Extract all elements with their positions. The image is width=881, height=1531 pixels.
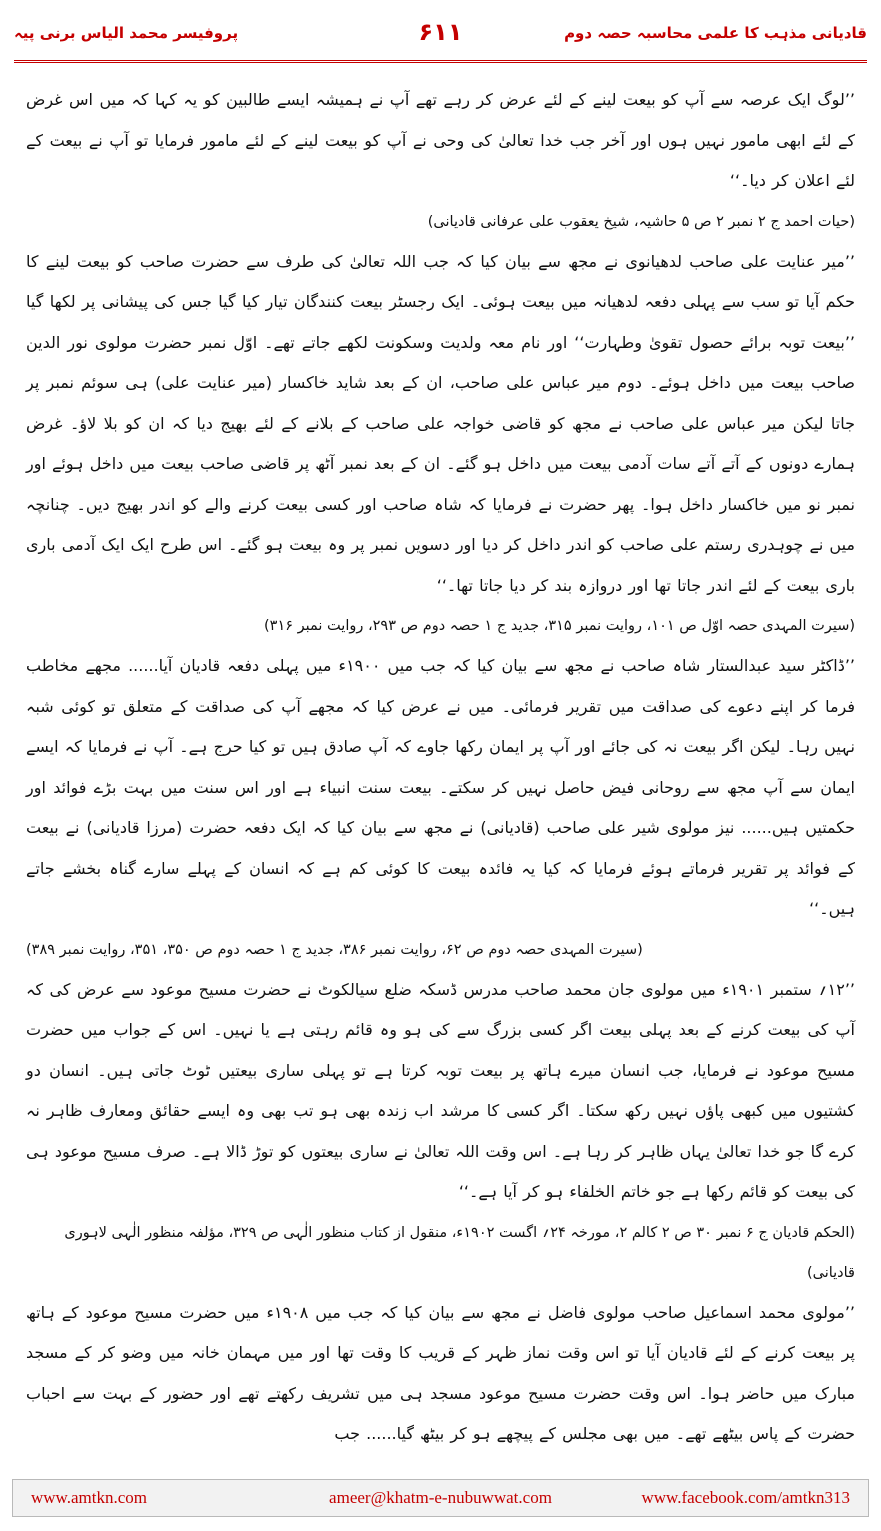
quote-paragraph-4: ’’۱۲؍ ستمبر ۱۹۰۱ء میں مولوی جان محمد صاحب مدرس ڈسکہ ضلع سیالکوٹ نے حضرت مسیح موعود سے عرض کی کہ آپ کی بیعت کرنے کے بعد پہلی بیعت اگر کسی بزرگ سے کی ہو وہ قائم رہتی ہے یا نہیں۔ اس کے جواب میں حضرت مسیح موعود نے فرمایا، جب انسان میرے ہاتھ پر بیعت توبہ کرتا ہے تو پہلی ساری بیعتیں ٹوٹ جاتی ہیں۔ انسان دو کشتیوں میں کبھی پاؤں نہیں رکھ سکتا۔ اگر کسی کا مرشد اب زندہ بھی ہو تب بھی وہ ایسے حقائق ومعارف ظاہر نہ کرے گا جو خدا تعالیٰ یہاں ظاہر کر رہا ہے۔ اس وقت اللہ تعالیٰ نے ساری بیعتوں کو توڑ ڈالا ہے۔ صرف مسیح موعود ہی کی بیعت کو قائم رکھا ہے جو خاتم الخلفاء ہو کر آیا ہے۔‘‘ — [26, 979, 856, 1201]
header-divider — [14, 60, 867, 63]
quote-paragraph-5: ’’مولوی محمد اسماعیل صاحب مولوی فاضل نے مجھ سے بیان کیا کہ جب میں ۱۹۰۸ء میں حضرت مسیح موعود کے ہاتھ پر بیعت کرنے کے لئے قادیان آیا تو اس وقت نماز ظہر کے قریب کا وقت تھا اور میں مہمان خانہ میں وضو کر کے مسجد مبارک میں حاضر ہوا۔ اس وقت حضرت مسیح موعود مسجد ہی میں تشریف رکھتے تھے اور حضور کے بہت سے احباب حضرت کے پاس بیٹھے تھے۔ میں بھی مجلس کے پیچھے ہو کر بیٹھ گیا...... جب — [26, 1302, 855, 1443]
book-title: قادیانی مذہب کا علمی محاسبہ حصہ دوم — [564, 24, 867, 42]
citation-3: (سیرت المہدی حصہ دوم ص ۶۲، روایت نمبر ۳۸۶، جدید ج ۱ حصہ دوم ص ۳۵۰، ۳۵۱، روایت نمبر ۳۸۹) — [26, 941, 643, 958]
citation-1: (حیات احمد ج ۲ نمبر ۲ ص ۵ حاشیہ، شیخ یعقوب علی عرفانی قادیانی) — [427, 213, 855, 230]
page-header — [14, 14, 867, 58]
citation-2: (سیرت المہدی حصہ اوّل ص ۱۰۱، روایت نمبر ۳۱۵، جدید ج ۱ حصہ دوم ص ۲۹۳، روایت نمبر ۳۱۶) — [263, 618, 855, 634]
quote-paragraph-3: ’’ڈاکٹر سید عبدالستار شاہ صاحب نے مجھ سے بیان کیا کہ جب میں ۱۹۰۰ء میں پہلی دفعہ قادیان آیا...... مجھے مخاطب فرما کر اپنے دعوے کی صداقت میں تقریر فرمائی۔ میں نے عرض کیا کہ مجھے آپ کی صداقت کے متعلق تو کوئی شبہ نہیں رہا۔ لیکن اگر بیعت نہ کی جائے اور آپ پر ایمان رکھا جاوے کہ آپ صادق ہیں تو کیا حرج ہے۔ آپ نے فرمایا کہ ایسے ایمان سے آپ مجھ سے روحانی فیض حاصل نہیں کر سکتے۔ بیعت سنت انبیاء ہے اور اس سنت میں بہت بڑے فوائد اور حکمتیں ہیں...... نیز مولوی شیر علی صاحب (قادیانی) نے مجھ سے بیان کیا کہ ایک دفعہ حضرت (مرزا قادیانی) نے بیعت کے فوائد پر تقریر فرماتے ہوئے فرمایا کہ کیا یہ فائدہ بیعت کا کوئی کم ہے کہ انسان کے پہلے سارے گناہ بخشے جاتے ہیں۔‘‘ — [26, 656, 856, 918]
author-name: پروفیسر محمد الیاس برنی پیہ — [14, 24, 239, 42]
page-body — [26, 80, 855, 1459]
facebook-link[interactable]: www.facebook.com/amtkn313 — [641, 1488, 850, 1507]
page-footer — [12, 1479, 869, 1517]
quote-paragraph-1: ’’لوگ ایک عرصہ سے آپ کو بیعت لینے کے لئے عرض کر رہے تھے آپ نے ہمیشہ ایسے طالبین کو یہ کہا کہ میں اس غرض کے لئے ابھی مامور نہیں ہوں اور آخر جب خدا تعالیٰ کی وحی نے آپ کو بیعت لینے کے لئے مامور فرمایا تو آپ نے بیعت کے لئے اعلان کر دیا۔‘‘ — [26, 90, 855, 190]
email-link[interactable]: ameer@khatm-e-nubuwwat.com — [329, 1488, 552, 1507]
quote-paragraph-2: ’’میر عنایت علی صاحب لدھیانوی نے مجھ سے بیان کیا کہ جب اللہ تعالیٰ کی طرف سے حضرت صاحب کو بیعت لینے کا حکم آیا تو سب سے پہلی دفعہ لدھیانہ میں بیعت ہوئی۔ ایک رجسٹر بیعت کنندگان تیار کیا گیا جس کی پیشانی پر لکھا گیا ’’بیعت توبہ برائے حصول تقویٰ وطہارت‘‘ اور نام معہ ولدیت وسکونت لکھے جاتے تھے۔ اوّل نمبر حضرت مولوی نور الدین صاحب بیعت میں داخل ہوئے۔ دوم میر عباس علی صاحب، ان کے بعد شاید خاکسار (میر عنایت علی) ہی سوئم نمبر پر جاتا لیکن میر عباس علی صاحب نے مجھ کو قاضی خواجہ علی صاحب کے بلانے کے لئے بھیج دیا کہ ان کو بلا لاؤ۔ غرض ہمارے دونوں کے آتے آتے سات آدمی بیعت میں داخل ہو گئے۔ ان کے بعد نمبر آٹھ پر قاضی صاحب بیعت میں داخل ہوئے اور نمبر نو میں خاکسار داخل ہوا۔ پھر حضرت نے فرمایا کہ شاہ صاحب اور کسی بیعت کرنے والے کو اندر بھیج دیں۔ چنانچہ میں نے چوہدری رستم علی صاحب کو اندر داخل کر دیا اور دسویں نمبر پر وہ بیعت ہو گئے۔ اس طرح ایک ایک آدمی باری باری بیعت کے لئے اندر جاتا تھا اور دروازہ بند کر دیا جاتا تھا۔‘‘ — [26, 251, 856, 595]
page-number: ۶۱۱ — [418, 18, 463, 46]
citation-4: (الحکم قادیان ج ۶ نمبر ۳۰ ص ۲ کالم ۲، مورخہ ۲۴؍ اگست ۱۹۰۲ء، منقول از کتاب منظور الٰہی ص ۳۲۹، مؤلفہ منظور الٰہی لاہوری قادیانی) — [64, 1224, 855, 1281]
website-link[interactable]: www.amtkn.com — [31, 1488, 147, 1507]
